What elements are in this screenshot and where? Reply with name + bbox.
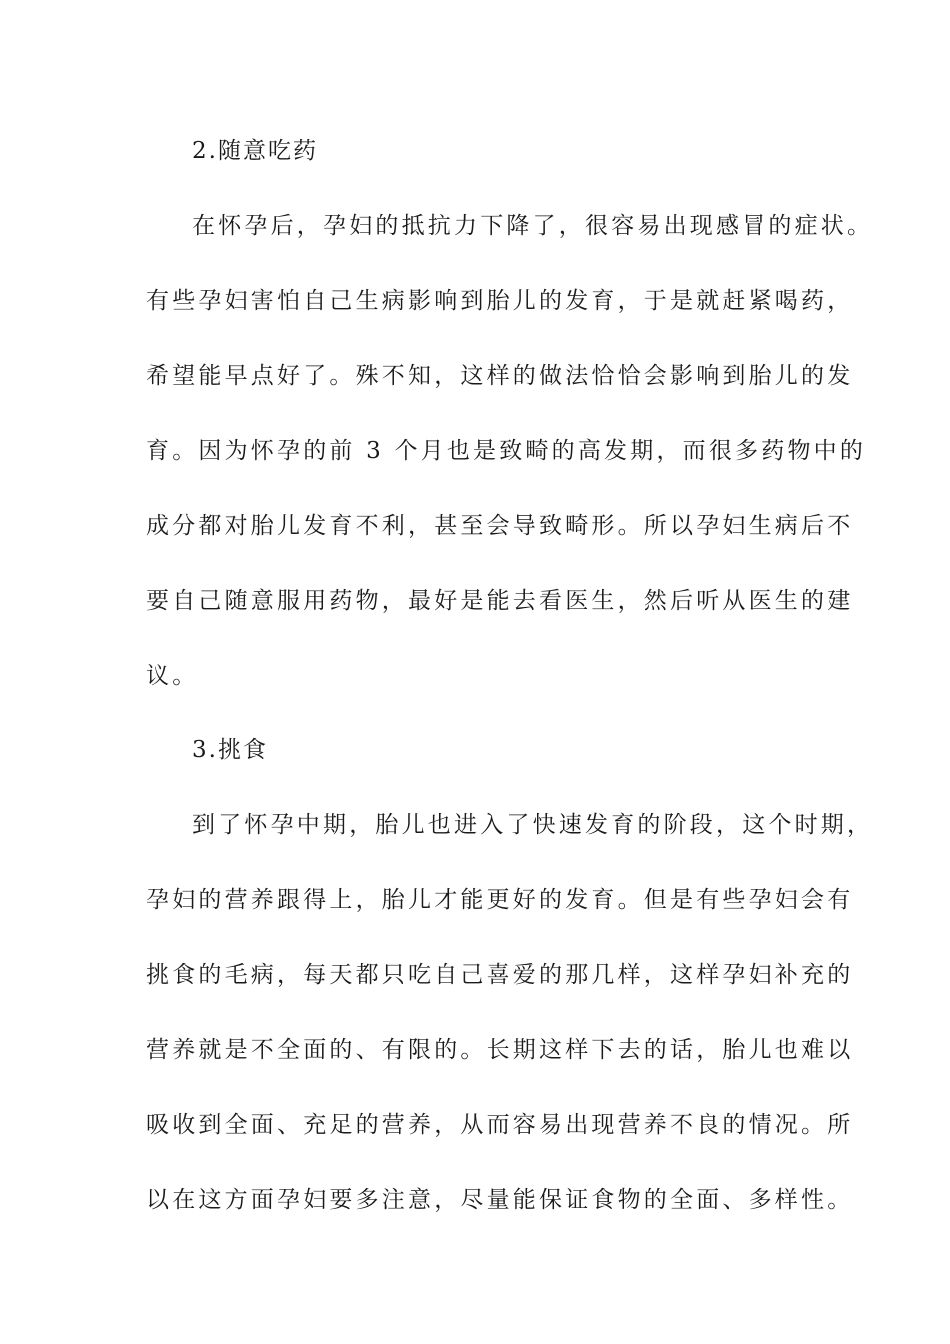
paragraph-line: 希望能早点好了。殊不知，这样的做法恰恰会影响到胎儿的发 (146, 363, 854, 389)
section-heading: 3.挑食 (192, 737, 268, 763)
paragraph-line: 孕妇的营养跟得上，胎儿才能更好的发育。但是有些孕妇会有 (146, 887, 854, 913)
paragraph-line: 到了怀孕中期，胎儿也进入了快速发育的阶段，这个时期， (192, 812, 874, 838)
paragraph-line: 营养就是不全面的、有限的。长期这样下去的话，胎儿也难以 (146, 1037, 854, 1063)
section-heading: 2.随意吃药 (192, 138, 318, 164)
paragraph-line: 成分都对胎儿发育不利，甚至会导致畸形。所以孕妇生病后不 (146, 513, 854, 539)
paragraph-line: 育。因为怀孕的前 3 个月也是致畸的高发期，而很多药物中的 (146, 438, 867, 464)
paragraph-line: 以在这方面孕妇要多注意，尽量能保证食物的全面、多样性。 (146, 1187, 854, 1213)
paragraph-line: 在怀孕后，孕妇的抵抗力下降了，很容易出现感冒的症状。 (192, 213, 874, 239)
paragraph-line: 有些孕妇害怕自己生病影响到胎儿的发育，于是就赶紧喝药， (146, 288, 854, 314)
paragraph-line: 议。 (146, 663, 199, 689)
paragraph-line: 吸收到全面、充足的营养，从而容易出现营养不良的情况。所 (146, 1112, 854, 1138)
paragraph-line: 要自己随意服用药物，最好是能去看医生，然后听从医生的建 (146, 588, 854, 614)
paragraph-line: 挑食的毛病，每天都只吃自己喜爱的那几样，这样孕妇补充的 (146, 962, 854, 988)
